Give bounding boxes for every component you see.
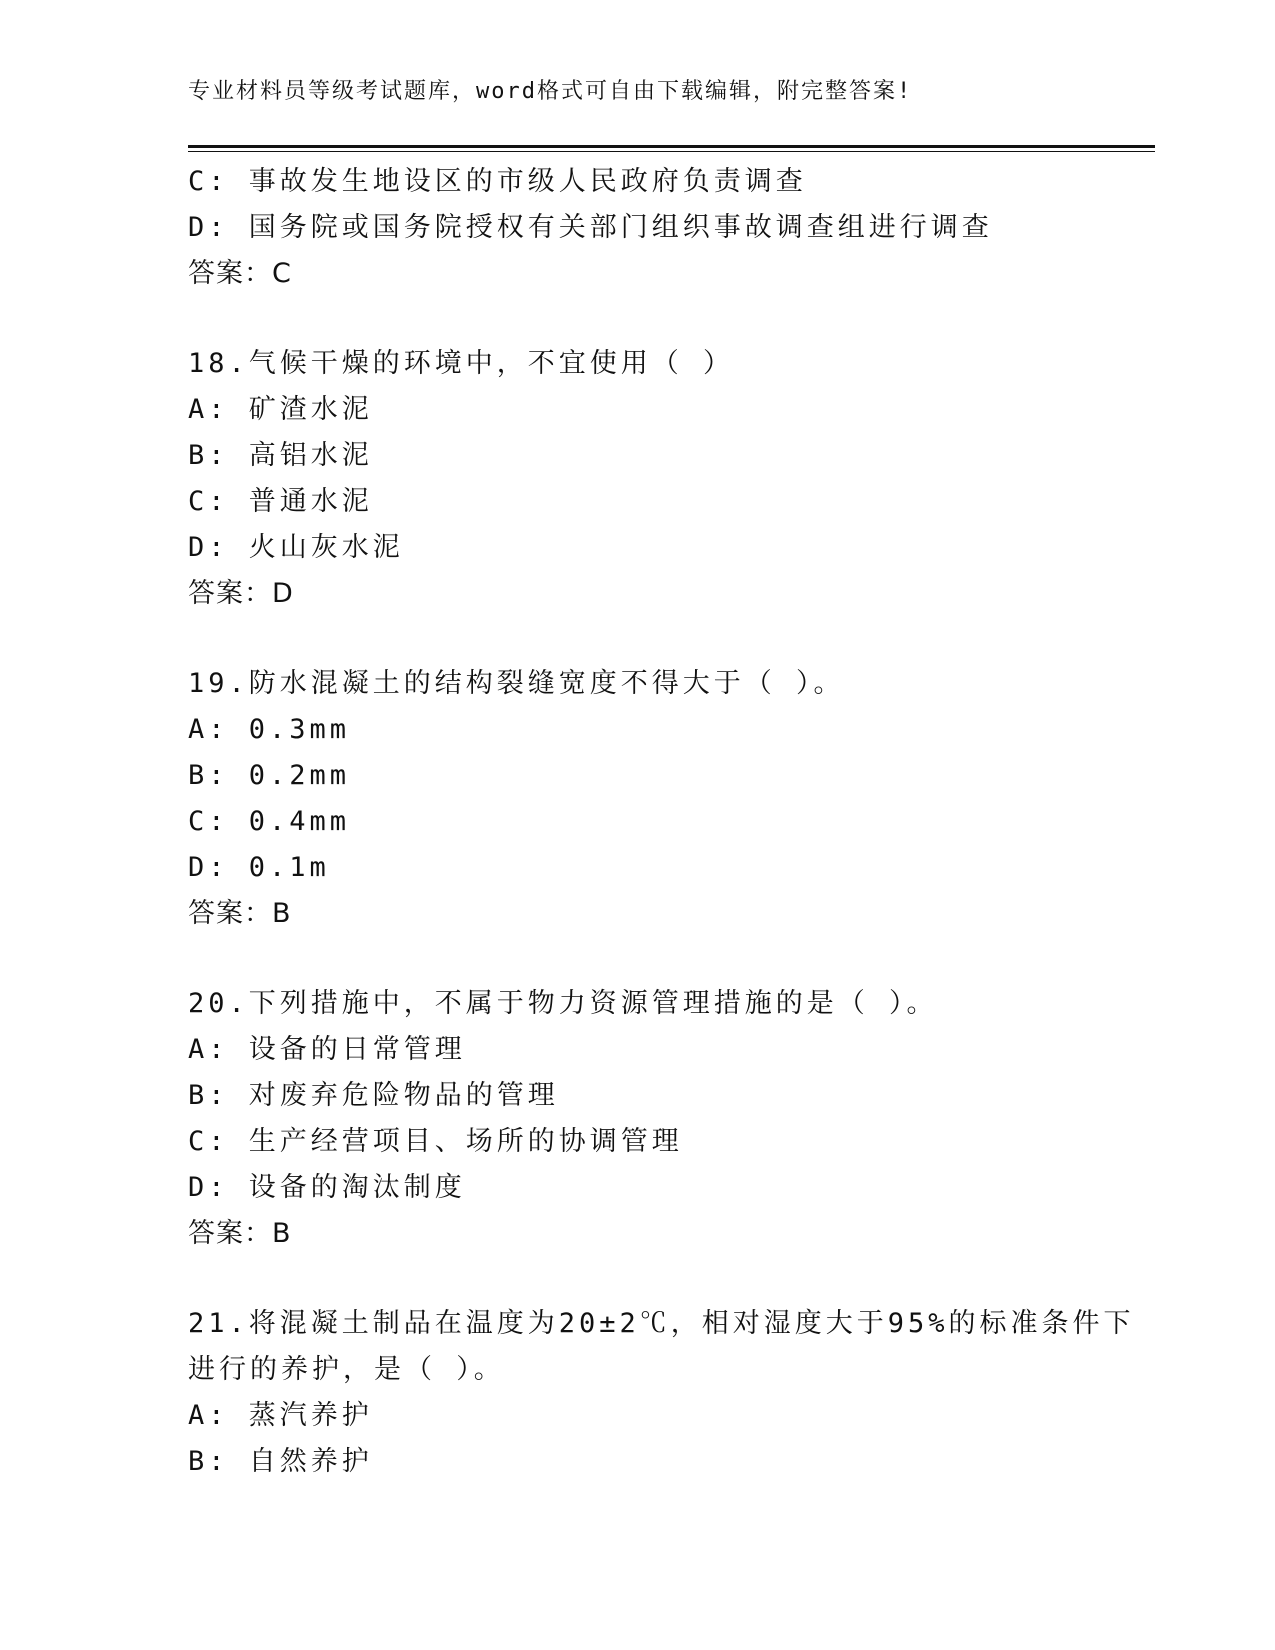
spacer <box>188 937 1148 981</box>
answer-line: 答案：D <box>188 578 294 609</box>
spacer <box>188 617 1148 661</box>
question-line: D: 设备的淘汰制度 <box>188 1172 466 1203</box>
question-line: A: 蒸汽养护 <box>188 1400 373 1431</box>
question-line: 20.下列措施中，不属于物力资源管理措施的是（ ）。 <box>188 988 938 1019</box>
question-line: A: 矿渣水泥 <box>188 394 373 425</box>
spacer <box>188 297 1148 341</box>
question-line: C: 生产经营项目、场所的协调管理 <box>188 1126 683 1157</box>
spacer <box>188 1257 1148 1301</box>
answer-line: 答案：B <box>188 1218 292 1249</box>
question-line: B: 高铝水泥 <box>188 440 373 471</box>
header-rule-thin <box>188 151 1155 152</box>
question-list <box>188 159 1148 1485</box>
question-line: B: 0.2mm <box>188 760 351 791</box>
question-line: D: 0.1m <box>188 852 330 883</box>
header-rule-thick <box>188 145 1155 148</box>
question-line: A: 0.3mm <box>188 714 351 745</box>
question-line: 18.气候干燥的环境中，不宜使用（ ） <box>188 348 735 379</box>
question-line: B: 自然养护 <box>188 1446 373 1477</box>
question-line: D: 国务院或国务院授权有关部门组织事故调查组进行调查 <box>188 212 993 243</box>
question-line: C: 0.4mm <box>188 806 351 837</box>
question-line: C: 普通水泥 <box>188 486 373 517</box>
question-line: C: 事故发生地设区的市级人民政府负责调查 <box>188 166 807 197</box>
question-line: 21.将混凝土制品在温度为20±2℃，相对湿度大于95%的标准条件下 <box>188 1308 1135 1339</box>
question-line: D: 火山灰水泥 <box>188 532 404 563</box>
page-header: 专业材料员等级考试题库，word格式可自由下载编辑，附完整答案! <box>188 79 913 104</box>
question-line: 19.防水混凝土的结构裂缝宽度不得大于（ ）。 <box>188 668 845 699</box>
question-line: 进行的养护，是（ ）。 <box>188 1354 505 1385</box>
answer-line: 答案：C <box>188 258 292 289</box>
question-line: B: 对废弃危险物品的管理 <box>188 1080 559 1111</box>
question-line: A: 设备的日常管理 <box>188 1034 466 1065</box>
answer-line: 答案：B <box>188 898 292 929</box>
